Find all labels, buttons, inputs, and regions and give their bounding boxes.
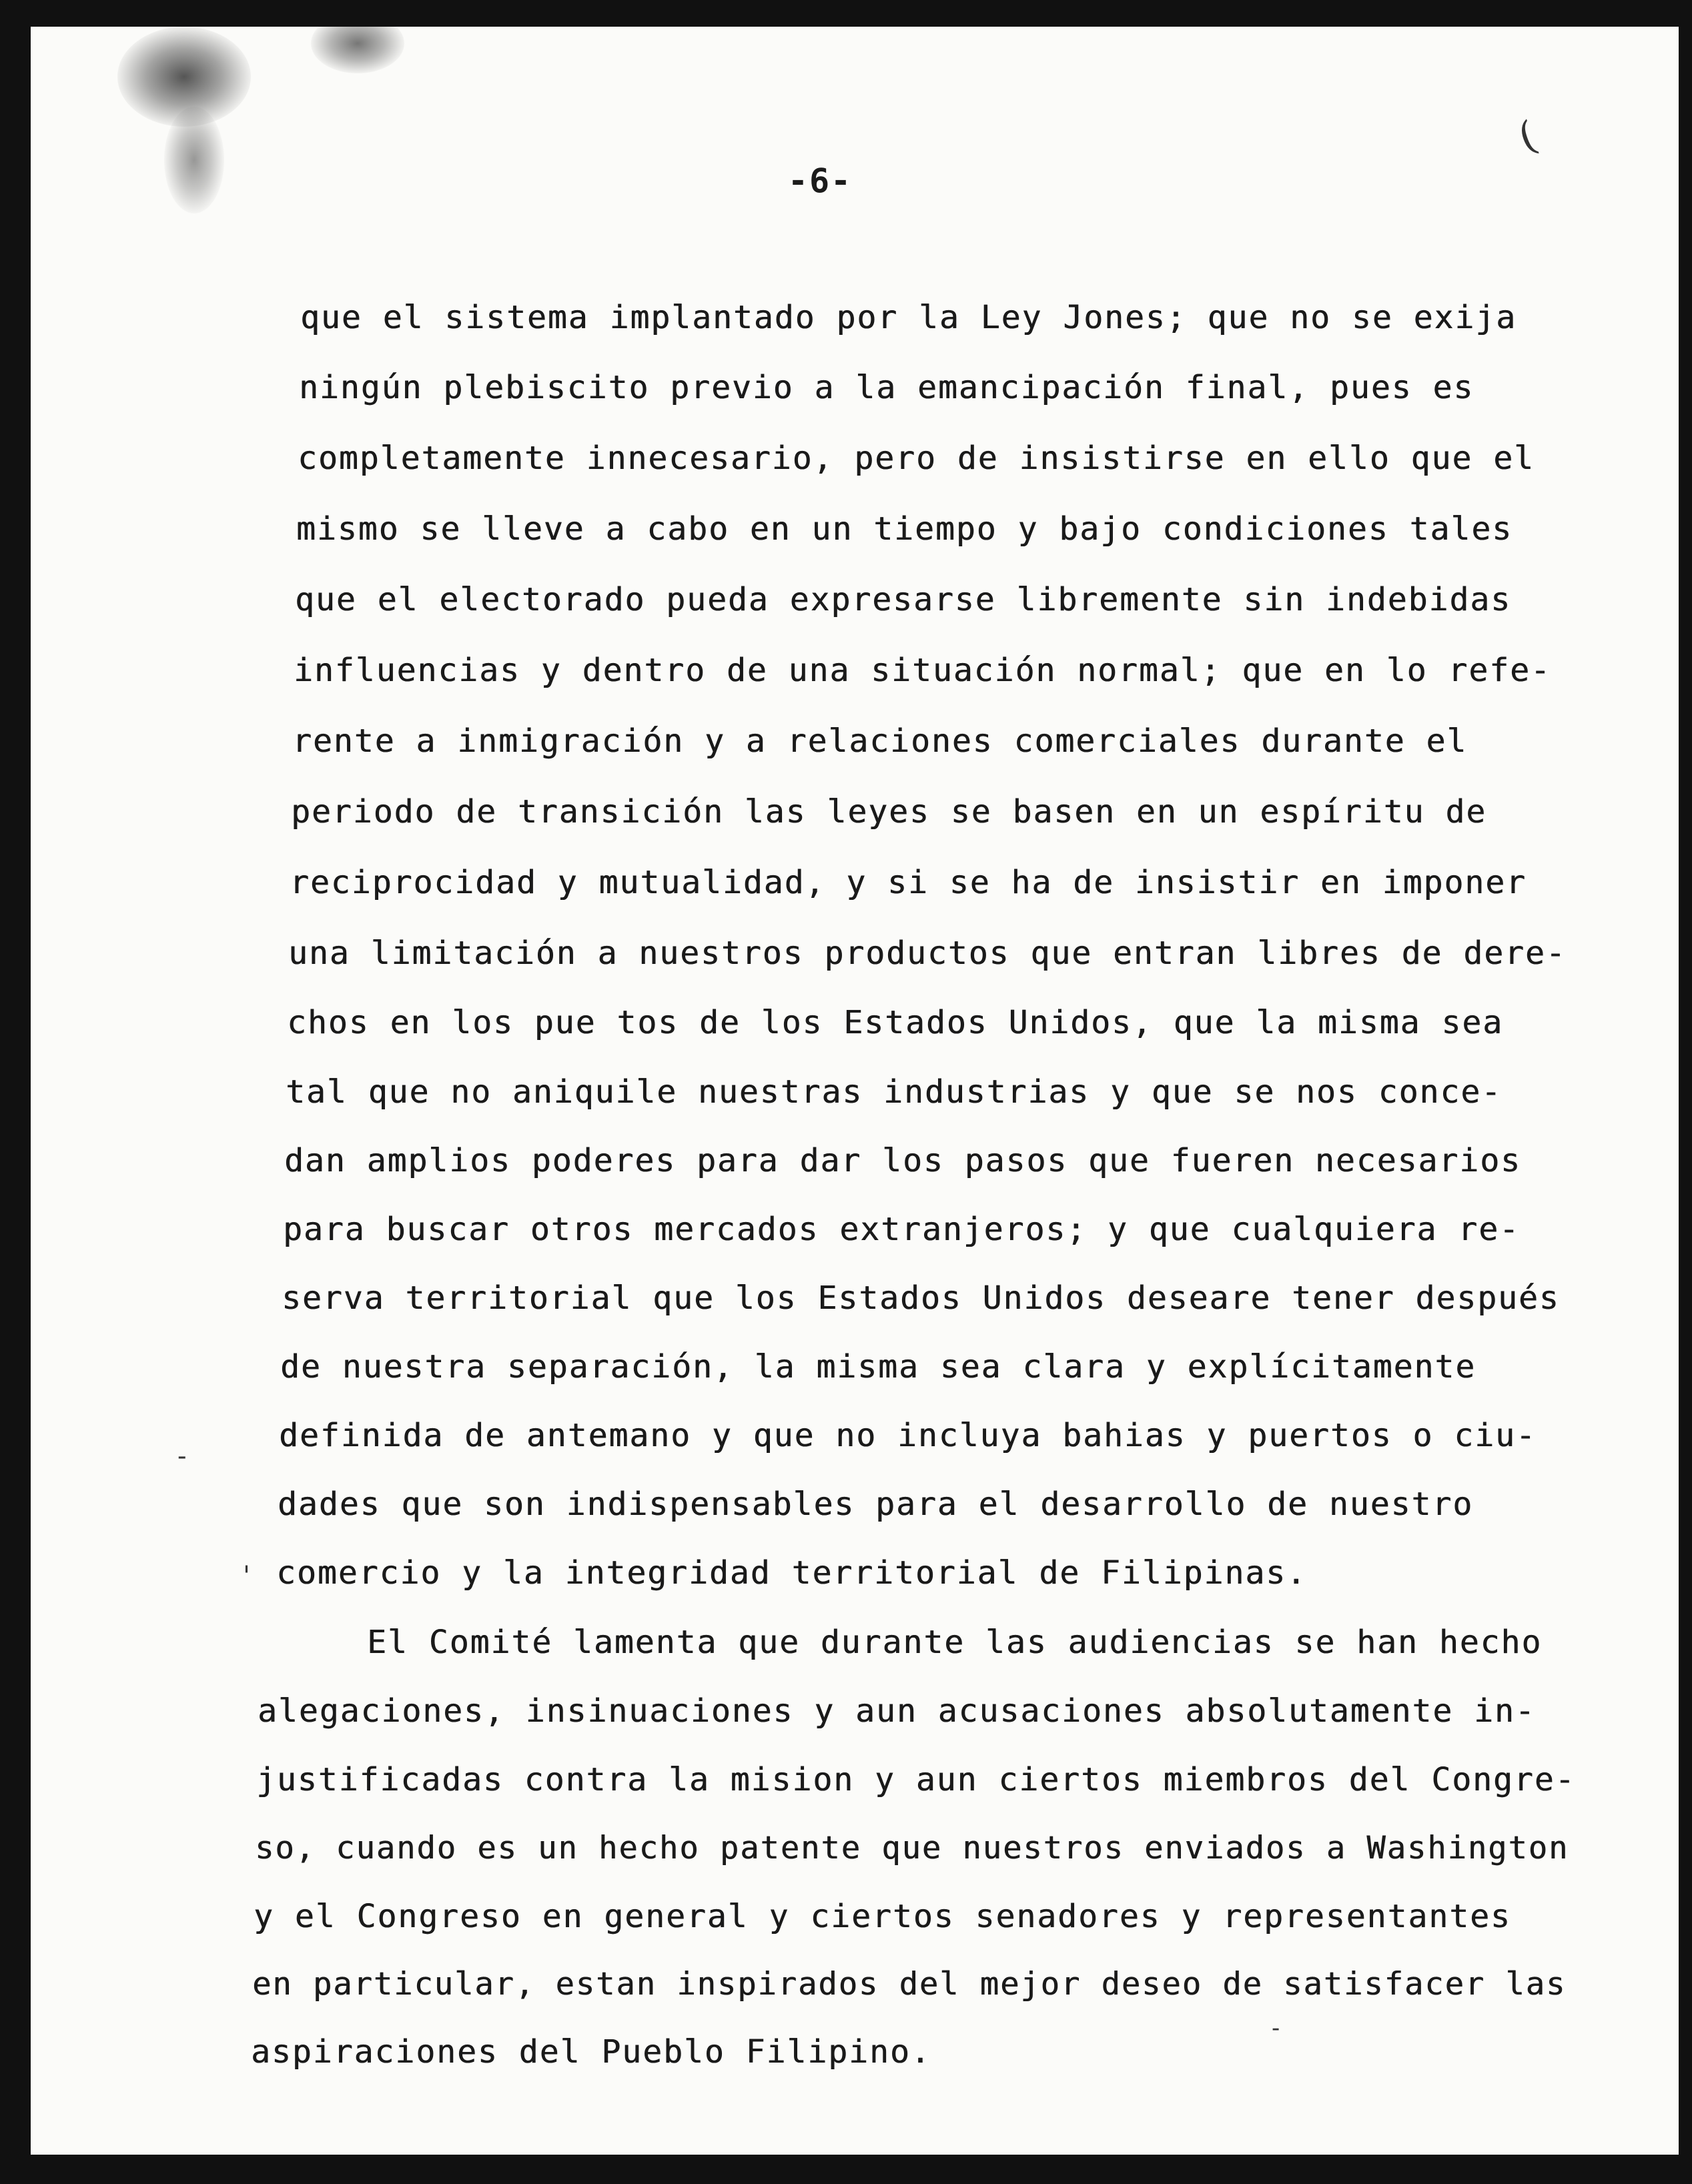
text-line: dades que son indispensables para el desarrollo de nuestro — [278, 1486, 1474, 1523]
text-line: completamente innecesario, pero de insistirse en ello que el — [298, 440, 1535, 477]
text-line: influencias y dentro de una situación normal; que en lo refe- — [294, 652, 1551, 689]
text-line: alegaciones, insinuaciones y aun acusaciones absolutamente in- — [258, 1692, 1536, 1730]
text-line: aspiraciones del Pueblo Filipino. — [251, 2033, 931, 2071]
text-line: que el sistema implantado por la Ley Jones; que no se exija — [300, 299, 1517, 336]
margin-dash-mark: - — [177, 1441, 187, 1472]
document-page — [31, 27, 1679, 2155]
margin-tick-mark: ' — [243, 1561, 250, 1592]
text-line: de nuestra separación, la misma sea clara y explícitamente — [280, 1348, 1476, 1386]
margin-pencil-mark: ( — [1512, 112, 1543, 161]
text-line: periodo de transición las leyes se basen en un espíritu de — [291, 793, 1487, 831]
text-line: ningún plebiscito previo a la emancipación final, pues es — [299, 369, 1474, 406]
text-line: y el Congreso en general y ciertos senadores y representantes — [254, 1898, 1511, 1935]
text-line: reciprocidad y mutualidad, y si se ha de insistir en imponer — [290, 864, 1527, 901]
text-line: una limitación a nuestros productos que entran libres de dere- — [288, 935, 1567, 972]
text-line: justificadas contra la mision y aun ciertos miembros del Congre- — [256, 1761, 1576, 1798]
text-line: comercio y la integridad territorial de Filipinas. — [276, 1554, 1307, 1592]
text-line: dan amplios poderes para dar los pasos que fueren necesarios — [284, 1142, 1521, 1179]
text-line: definida de antemano y que no incluya bahias y puertos o ciu- — [279, 1417, 1537, 1454]
text-line: que el electorado pueda expresarse libremente sin indebidas — [295, 581, 1512, 618]
text-line: so, cuando es un hecho patente que nuestros enviados a Washington — [255, 1830, 1569, 1866]
text-line: para buscar otros mercados extranjeros; y que cualquiera re- — [283, 1211, 1520, 1248]
text-line: tal que no aniquile nuestras industrias y que se nos conce- — [286, 1073, 1503, 1111]
text-line: mismo se lleve a cabo en un tiempo y bajo condiciones tales — [296, 510, 1513, 548]
text-line: serva territorial que los Estados Unidos deseare tener después — [282, 1279, 1560, 1317]
text-line: chos en los pue tos de los Estados Unidos, que la misma sea — [287, 1004, 1504, 1041]
text-line: rente a inmigración y a relaciones comerciales durante el — [292, 722, 1468, 760]
text-line: en particular, estan inspirados del mejor deseo de satisfacer las — [252, 1966, 1567, 2003]
body-text — [31, 27, 1679, 2155]
margin-dash-mark: - — [1272, 2015, 1280, 2042]
page-number: -6- — [787, 161, 853, 200]
text-line: El Comité lamenta que durante las audiencias se han hecho — [367, 1624, 1543, 1661]
